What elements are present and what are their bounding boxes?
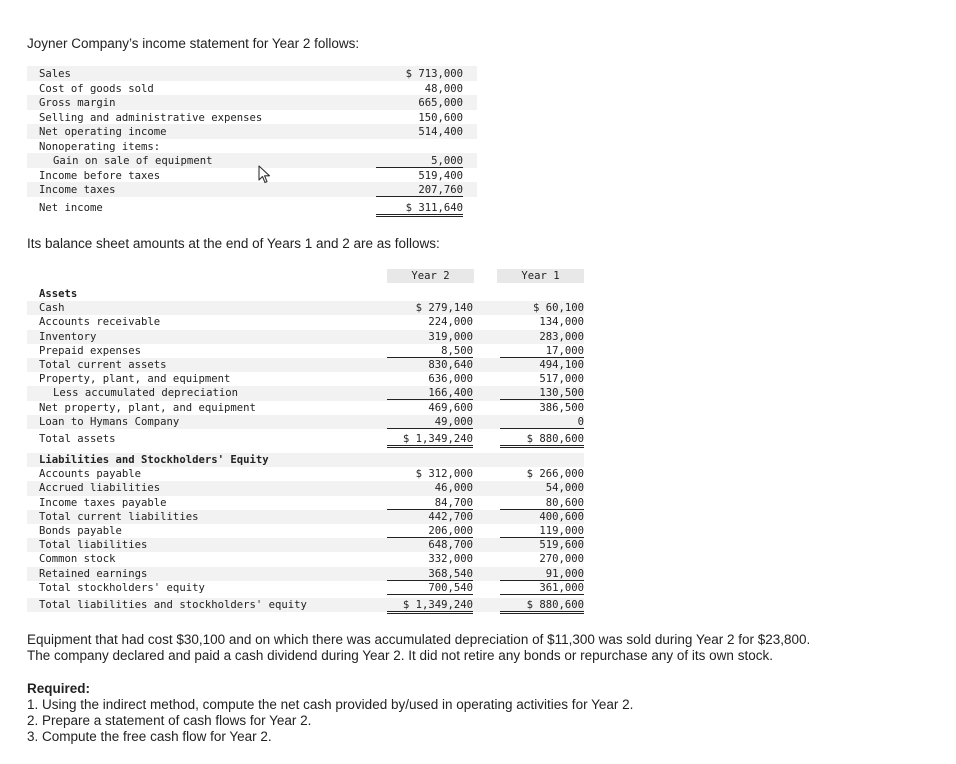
balance-sheet-row <box>27 415 584 429</box>
required-item-1: 1. Using the indirect method, compute the net cash provided by/used in operating activities for Year 2. <box>27 697 634 712</box>
year-1-amount: 283,000 <box>539 330 584 343</box>
balance-sheet-row <box>27 598 584 612</box>
row-label: Prepaid expenses <box>39 344 142 357</box>
year-1-amount: 386,500 <box>539 401 584 414</box>
balance-sheet-row <box>27 432 584 446</box>
row-label: Accounts receivable <box>39 316 161 329</box>
balance-sheet-row <box>27 401 584 415</box>
year-2-amount: 830,640 <box>428 358 473 371</box>
balance-sheet-row <box>27 315 584 329</box>
year-1-amount: $ 880,600 <box>500 433 584 448</box>
balance-sheet-row <box>27 287 584 301</box>
balance-sheet-row <box>27 481 584 495</box>
row-amount: 48,000 <box>376 83 463 96</box>
row-amount: 150,600 <box>376 112 463 125</box>
balance-sheet-table <box>27 268 584 615</box>
year-1-amount: 400,600 <box>539 510 584 523</box>
balance-sheet-row <box>27 386 584 400</box>
required-section <box>27 681 633 745</box>
year-2-amount: 442,700 <box>428 510 473 523</box>
row-label: Income before taxes <box>39 169 161 182</box>
row-label: Gross margin <box>39 97 116 109</box>
income-statement-row <box>27 139 477 154</box>
year-2-amount: 224,000 <box>428 316 473 329</box>
required-title: Required: <box>27 681 91 696</box>
row-label: Bonds payable <box>39 525 122 537</box>
row-label: Nonoperating items: <box>39 140 161 153</box>
year-2-amount: 469,600 <box>428 401 473 414</box>
row-label: Retained earnings <box>39 567 148 580</box>
year-1-amount: 91,000 <box>500 568 584 581</box>
year-2-amount: 8,500 <box>387 345 473 358</box>
row-amount: 514,400 <box>418 126 463 138</box>
income-statement-row <box>27 95 477 110</box>
balance-sheet-header-row <box>27 268 584 282</box>
row-amount: $ 713,000 <box>405 68 463 80</box>
year-2-amount: 84,700 <box>387 497 473 510</box>
year-2-amount: 700,540 <box>387 582 473 595</box>
year-2-amount: 206,000 <box>387 525 473 538</box>
notes-text <box>27 632 810 664</box>
year-1-amount: 119,000 <box>500 525 584 538</box>
row-amount: 665,000 <box>418 97 463 109</box>
balance-sheet-intro: Its balance sheet amounts at the end of Years 1 and 2 are as follows: <box>27 236 440 251</box>
income-statement-row <box>27 182 477 197</box>
row-label: Accrued liabilities <box>39 482 161 495</box>
year-1-amount: 0 <box>500 416 584 429</box>
balance-sheet-row <box>27 453 584 467</box>
year-2-amount: 49,000 <box>387 416 473 429</box>
year-2-amount: 319,000 <box>428 330 473 343</box>
year-2-amount: $ 1,349,240 <box>387 599 473 614</box>
mouse-pointer-icon <box>258 165 272 190</box>
row-label: Sales <box>39 68 71 80</box>
row-amount: $ 311,640 <box>376 202 463 217</box>
balance-sheet-row <box>27 567 584 581</box>
income-statement-row <box>27 200 477 215</box>
row-label: Income taxes payable <box>39 496 167 509</box>
year-1-amount: 519,600 <box>539 539 584 552</box>
row-label: Accounts payable <box>39 468 142 481</box>
balance-sheet-row <box>27 524 584 538</box>
balance-sheet-row <box>27 301 584 315</box>
year-1-amount: 494,100 <box>539 358 584 371</box>
row-label: Total liabilities <box>39 539 148 552</box>
year-1-amount: 130,500 <box>500 387 584 400</box>
intro-text: Joyner Company’s income statement for Year 2 follows: <box>27 36 360 51</box>
row-label: Cash <box>39 302 65 315</box>
year-1-amount: 17,000 <box>500 345 584 358</box>
row-label: Total current assets <box>39 358 167 371</box>
row-amount: 519,400 <box>418 169 463 182</box>
year-1-amount: 80,600 <box>500 497 584 510</box>
year-1-amount: 54,000 <box>545 482 584 495</box>
row-amount: 207,760 <box>376 184 463 197</box>
required-item-3: 3. Compute the free cash flow for Year 2. <box>27 729 272 744</box>
year-2-amount: 636,000 <box>428 373 473 386</box>
row-label: Total stockholders' equity <box>39 581 205 594</box>
row-label: Common stock <box>39 553 116 566</box>
year-2-amount: 46,000 <box>434 482 473 495</box>
year-2-amount: $ 279,140 <box>415 302 473 315</box>
year-1-amount: $ 880,600 <box>500 599 584 614</box>
year-1-amount: 134,000 <box>539 316 584 329</box>
year-1-amount: $ 266,000 <box>526 468 584 481</box>
income-statement-row <box>27 153 477 168</box>
income-statement-row <box>27 168 477 183</box>
year-2-amount: 166,400 <box>387 387 473 400</box>
income-statement-row <box>27 66 477 81</box>
balance-sheet-row <box>27 581 584 595</box>
row-label: Inventory <box>39 330 97 343</box>
header-year-1: Year 1 <box>497 269 584 283</box>
year-2-amount: 368,540 <box>387 568 473 581</box>
balance-sheet-row <box>27 552 584 566</box>
balance-sheet-row <box>27 496 584 510</box>
balance-sheet-row <box>27 510 584 524</box>
year-2-amount: 648,700 <box>428 539 473 552</box>
required-item-2: 2. Prepare a statement of cash flows for Year 2. <box>27 713 312 728</box>
row-amount: 5,000 <box>376 155 463 168</box>
year-1-amount: 361,000 <box>500 582 584 595</box>
year-2-amount: $ 312,000 <box>415 468 473 481</box>
balance-sheet-row <box>27 358 584 372</box>
year-1-amount: $ 60,100 <box>532 302 584 315</box>
note-dividend: The company declared and paid a cash dividend during Year 2. It did not retire any bonds or repurchase any of its own stock. <box>27 648 773 663</box>
header-year-2: Year 2 <box>387 269 474 283</box>
row-label: Net property, plant, and equipment <box>39 401 256 414</box>
row-label: Gain on sale of equipment <box>53 155 213 167</box>
income-statement-row <box>27 81 477 96</box>
note-equipment-sale: Equipment that had cost $30,100 and on which there was accumulated depreciation of $11,300 was sold during Year 2 for $23,800. <box>27 632 811 647</box>
balance-sheet-row <box>27 538 584 552</box>
income-statement-table <box>27 66 477 214</box>
row-label: Property, plant, and equipment <box>39 373 231 386</box>
balance-sheet-row <box>27 372 584 386</box>
balance-sheet-row <box>27 467 584 481</box>
row-label: Less accumulated depreciation <box>53 387 238 400</box>
income-statement-row <box>27 124 477 139</box>
row-label: Income taxes <box>39 184 116 196</box>
row-label: Loan to Hymans Company <box>39 415 180 428</box>
row-label: Cost of goods sold <box>39 82 154 95</box>
row-label: Total assets <box>39 432 116 445</box>
row-label: Selling and administrative expenses <box>39 111 263 124</box>
year-2-amount: 332,000 <box>428 553 473 566</box>
row-label: Net operating income <box>39 126 167 138</box>
year-1-amount: 270,000 <box>539 553 584 566</box>
balance-sheet-row <box>27 344 584 358</box>
balance-sheet-row <box>27 330 584 344</box>
year-2-amount: $ 1,349,240 <box>387 433 473 448</box>
row-label: Net income <box>39 201 103 214</box>
row-label: Assets <box>39 288 78 300</box>
income-statement-row <box>27 110 477 125</box>
row-label: Total liabilities and stockholders' equity <box>39 598 307 611</box>
row-label: Liabilities and Stockholders' Equity <box>39 454 269 467</box>
year-1-amount: 517,000 <box>539 373 584 386</box>
row-label: Total current liabilities <box>39 510 199 523</box>
